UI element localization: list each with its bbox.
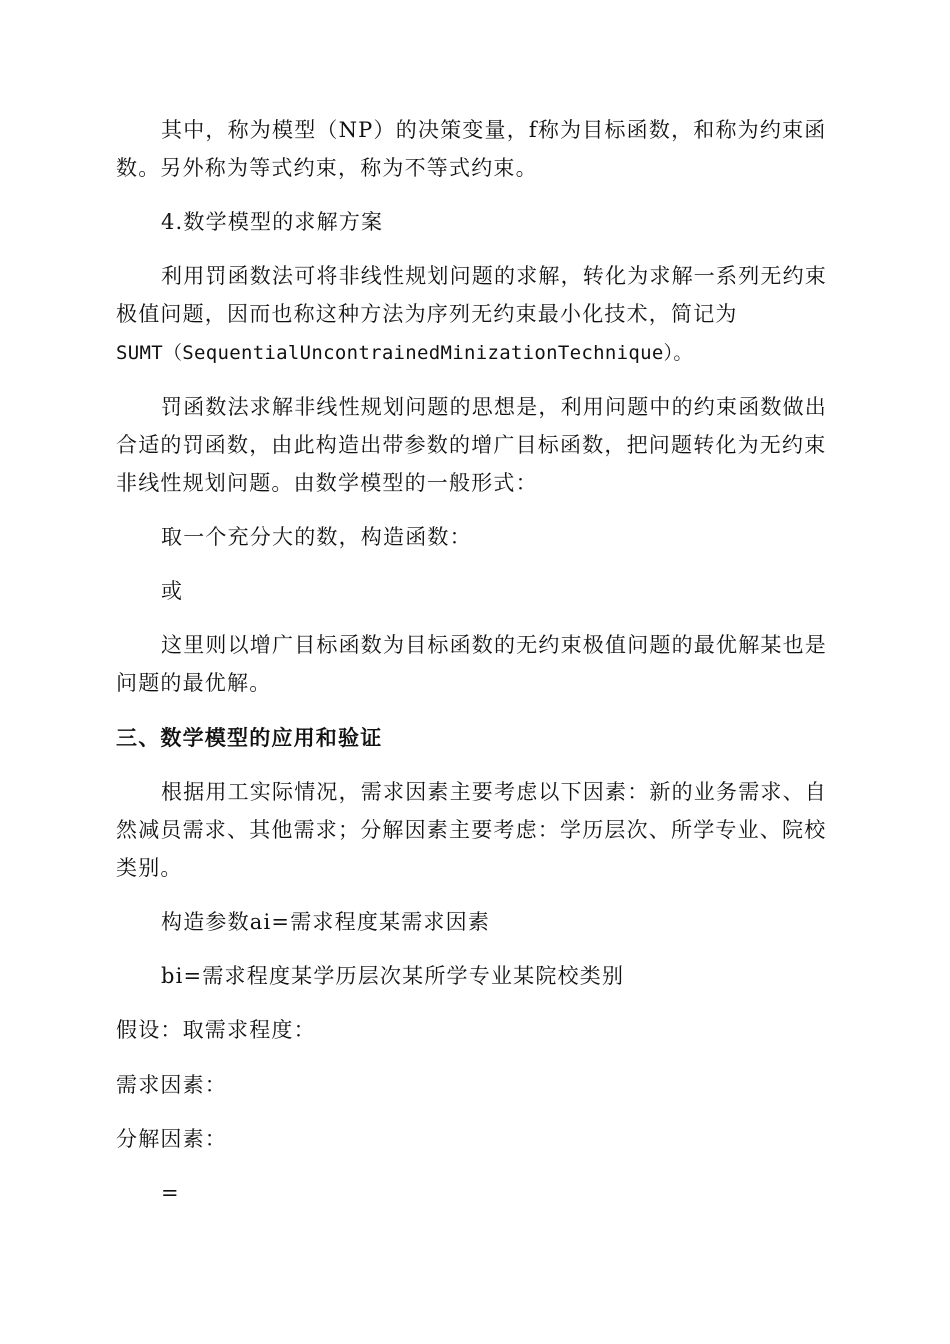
paragraph-line: 构造参数ai=需求程度某需求因素 bbox=[161, 910, 491, 934]
paragraph-line: bi=需求程度某学历层次某所学专业某院校类别 bbox=[161, 964, 625, 988]
paragraph-line: 这里则以增广目标函数为目标函数的无约束极值问题的最优解某也是 bbox=[161, 633, 827, 657]
paragraph-line: 然减员需求、其他需求；分解因素主要考虑：学历层次、所学专业、院校 bbox=[116, 818, 827, 842]
paragraph-line: 罚函数法求解非线性规划问题的思想是，利用问题中的约束函数做出 bbox=[161, 395, 827, 419]
paragraph-line: SUMT（SequentialUncontrainedMinizationTechnique）。 bbox=[116, 342, 693, 364]
paragraph-line: 问题的最优解。 bbox=[116, 671, 272, 695]
paragraph-line: 利用罚函数法可将非线性规划问题的求解，转化为求解一系列无约束 bbox=[161, 264, 827, 288]
paragraph-line: 极值问题，因而也称这种方法为序列无约束最小化技术，简记为 bbox=[116, 302, 738, 326]
subsection-title: 4.数学模型的求解方案 bbox=[161, 210, 384, 234]
paragraph-line: 需求因素： bbox=[116, 1073, 227, 1097]
paragraph-line: 分解因素： bbox=[116, 1127, 227, 1151]
paragraph-line: 取一个充分大的数，构造函数： bbox=[161, 525, 472, 549]
paragraph-line: 类别。 bbox=[116, 856, 183, 880]
paragraph-line: 假设：取需求程度： bbox=[116, 1018, 316, 1042]
paragraph-line: 根据用工实际情况，需求因素主要考虑以下因素：新的业务需求、自 bbox=[161, 780, 827, 804]
paragraph-line: 非线性规划问题。由数学模型的一般形式： bbox=[116, 471, 538, 495]
paragraph-line: 数。另外称为等式约束，称为不等式约束。 bbox=[116, 156, 538, 180]
paragraph-line: 或 bbox=[161, 579, 184, 603]
paragraph-line: 合适的罚函数，由此构造出带参数的增广目标函数，把问题转化为无约束 bbox=[116, 433, 827, 457]
equation-line: = bbox=[161, 1181, 180, 1205]
section-heading: 三、数学模型的应用和验证 bbox=[116, 726, 383, 750]
paragraph-line: 其中，称为模型（NP）的决策变量，f称为目标函数，和称为约束函 bbox=[161, 118, 827, 142]
